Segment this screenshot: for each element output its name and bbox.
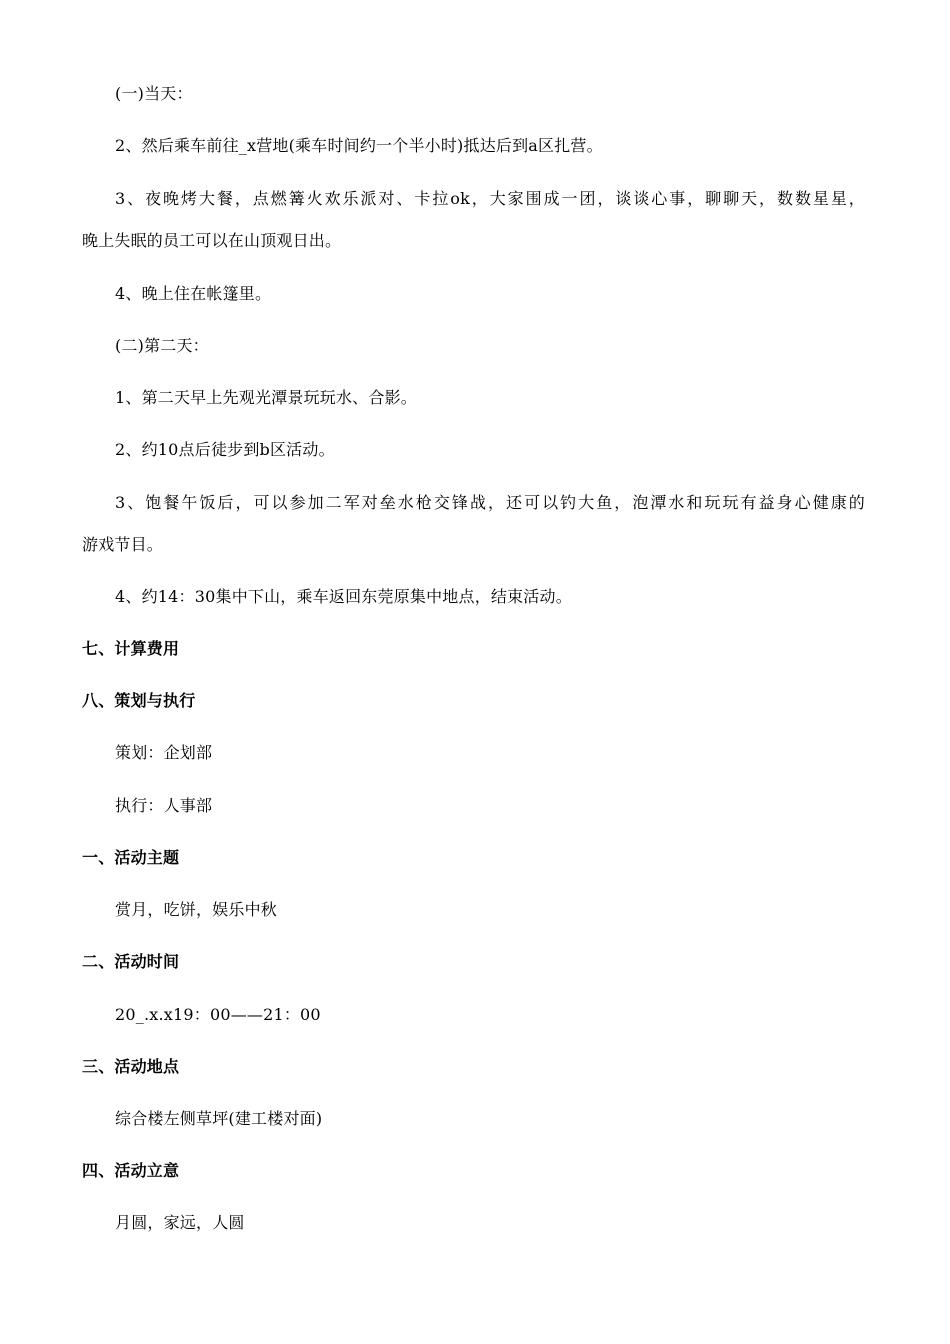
day1-item-3-line2: 晚上失眠的员工可以在山顶观日出。 <box>82 231 342 250</box>
day2-heading: (二)第二天： <box>115 336 209 355</box>
section-8-title: 八、策划与执行 <box>82 691 196 710</box>
section-2-title: 二、活动时间 <box>82 952 180 971</box>
day2-item-4: 4、约14：30集中下山，乘车返回东莞原集中地点，结束活动。 <box>115 587 572 606</box>
section-4-body: 月圆，家远，人圆 <box>115 1213 245 1232</box>
planner-line: 策划：企划部 <box>115 743 213 762</box>
day2-item-2: 2、约10点后徒步到b区活动。 <box>115 440 335 459</box>
executor-line: 执行：人事部 <box>115 796 213 815</box>
day2-item-3-line2: 游戏节目。 <box>82 535 164 554</box>
day1-item-3-line1: 3、夜晚烤大餐，点燃篝火欢乐派对、卡拉ok，大家围成一团，谈谈心事，聊聊天，数数星星， <box>115 189 865 208</box>
day1-heading: (一)当天： <box>115 84 193 103</box>
section-4-title: 四、活动立意 <box>82 1161 180 1180</box>
day1-item-2: 2、然后乘车前往_x营地(乘车时间约一个半小时)抵达后到a区扎营。 <box>115 136 603 155</box>
section-7-title: 七、计算费用 <box>82 639 180 658</box>
section-3-body: 综合楼左侧草坪(建工楼对面) <box>115 1109 323 1128</box>
section-3-title: 三、活动地点 <box>82 1057 180 1076</box>
day1-item-4: 4、晚上住在帐篷里。 <box>115 284 272 303</box>
day2-item-3-line1: 3、饱餐午饭后，可以参加二军对垒水枪交锋战，还可以钓大鱼，泡潭水和玩玩有益身心健康的 <box>115 493 865 512</box>
day2-item-1: 1、第二天早上先观光潭景玩玩水、合影。 <box>115 388 417 407</box>
section-1-body: 赏月，吃饼，娱乐中秋 <box>115 900 278 919</box>
section-1-title: 一、活动主题 <box>82 848 180 867</box>
section-2-body: 20_.x.x19：00——21：00 <box>115 1005 321 1024</box>
